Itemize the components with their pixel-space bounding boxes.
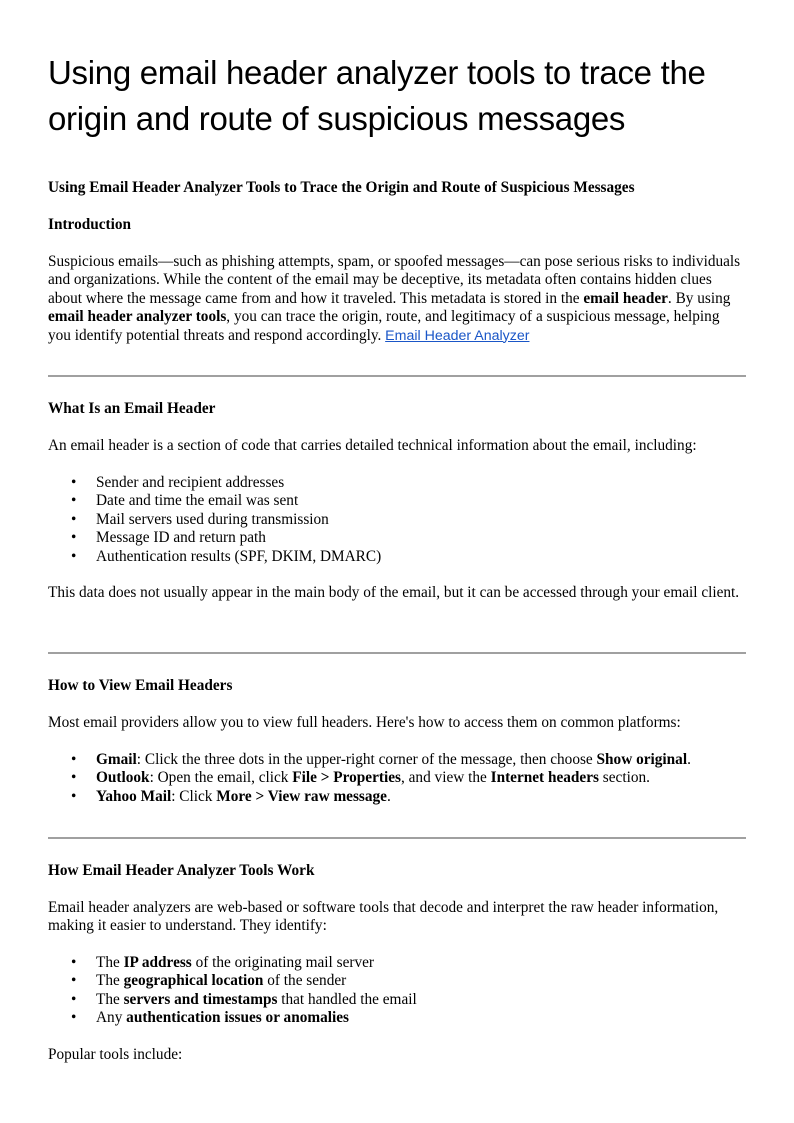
providers-list	[48, 751, 746, 806]
section-heading-how-tools-work: How Email Header Analyzer Tools Work	[48, 862, 315, 879]
list-item: • Date and time the email was sent	[48, 492, 746, 510]
list-item-gmail: • Gmail: Click the three dots in the upper-right corner of the message, then choose Show original.	[48, 751, 746, 769]
section-heading-how-to-view: How to View Email Headers	[48, 677, 233, 694]
header-fields-list	[48, 474, 746, 566]
list-item: • The geographical location of the sender	[48, 972, 746, 990]
list-item: • The servers and timestamps that handled the email	[48, 991, 746, 1009]
email-header-analyzer-link[interactable]: Email Header Analyzer	[385, 327, 530, 344]
how-tools-work-paragraph: Email header analyzers are web-based or software tools that decode and interpret the raw header information, making it easier to understand. They identify:	[48, 899, 719, 935]
intro-paragraph: Suspicious emails—such as phishing attempts, spam, or spoofed messages—can pose serious risks to individuals and organizations. While the content of the email may be deceptive, its metadata often contains hidden clues about where the message came from and how it traveled. This metadata is stored in the email header. By using email header analyzer tools, you can trace the origin, route, and legitimacy of a suspicious message, helping you identify potential threats and respond accordingly. Email Header Analyzer	[48, 253, 741, 344]
list-item: • Message ID and return path	[48, 529, 746, 547]
what-is-paragraph: An email header is a section of code that carries detailed technical information about the email, including:	[48, 437, 697, 454]
section-divider	[48, 652, 746, 654]
popular-tools-paragraph: Popular tools include:	[48, 1046, 183, 1063]
list-item: • The IP address of the originating mail server	[48, 954, 746, 972]
page-title: Using email header analyzer tools to trace the origin and route of suspicious messages	[48, 54, 706, 137]
how-to-view-paragraph: Most email providers allow you to view full headers. Here's how to access them on common platforms:	[48, 714, 681, 731]
list-item-outlook: • Outlook: Open the email, click File > Properties, and view the Internet headers section.	[48, 769, 746, 787]
access-note-paragraph: This data does not usually appear in the main body of the email, but it can be accessed through your email client.	[48, 584, 740, 601]
list-item: • Sender and recipient addresses	[48, 474, 746, 492]
list-item: • Mail servers used during transmission	[48, 511, 746, 529]
analyzer-identifies-list	[48, 954, 746, 1028]
bold-analyzer-tools: email header analyzer tools	[48, 308, 227, 326]
bold-email-header: email header	[583, 289, 668, 307]
article-heading: Using Email Header Analyzer Tools to Trace the Origin and Route of Suspicious Messages	[48, 179, 635, 196]
list-item: • Any authentication issues or anomalies	[48, 1009, 746, 1027]
section-divider	[48, 837, 746, 839]
section-heading-introduction: Introduction	[48, 216, 132, 233]
section-divider	[48, 375, 746, 377]
list-item-yahoo: • Yahoo Mail: Click More > View raw message.	[48, 788, 746, 806]
list-item: • Authentication results (SPF, DKIM, DMARC)	[48, 548, 746, 566]
section-heading-what-is: What Is an Email Header	[48, 400, 216, 417]
